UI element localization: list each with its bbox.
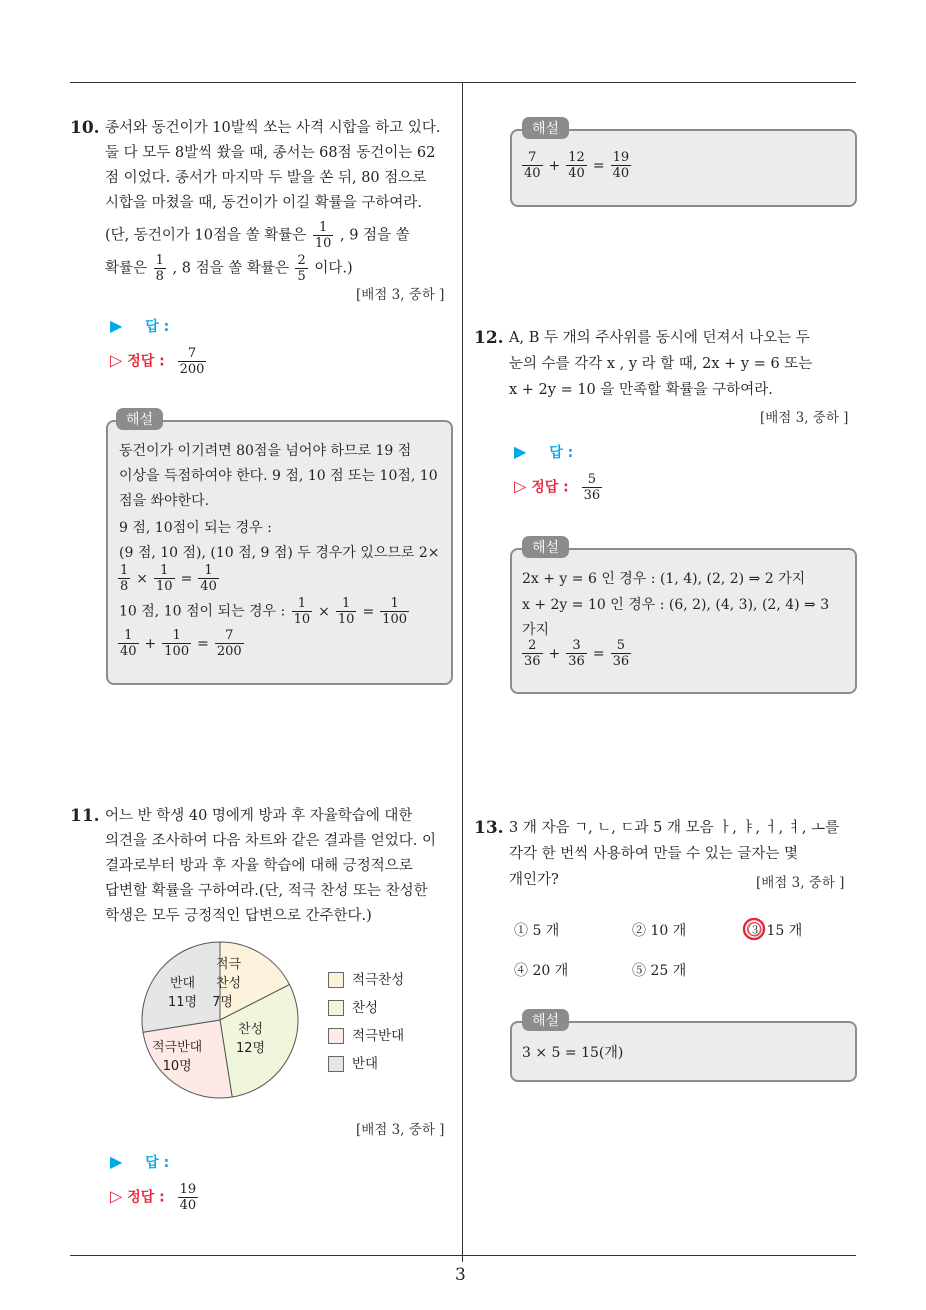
fraction: $\frac{1}{10}$ (293, 596, 311, 627)
fraction: $\frac{1}{40}$ (120, 628, 137, 659)
correct-fraction: $\frac{5}{36}$ (583, 472, 601, 503)
question-11-number: 11. (70, 806, 100, 826)
q12-answer-row (514, 442, 573, 462)
pie-label-count: 11명 (168, 995, 198, 1010)
legend-label: 반대 (352, 1056, 379, 1072)
q10-exp-line-7-text: 10 점, 10 점이 되는 경우 : (119, 603, 286, 620)
q10-exp-line-7: 10 점, 10 점이 되는 경우 : $\frac{1}{10}$ × $\frac{1}{10}$ = $\frac{1}{100}$ (119, 596, 408, 627)
choice-3-label: 15 개 (766, 923, 803, 939)
q11-line-1: 어느 반 학생 40 명에게 방과 후 자율학습에 대한 (105, 808, 413, 824)
q10-exp-line-8: $\frac{1}{40}$ + $\frac{1}{100}$ = $\frac{7}{200}$ (120, 628, 242, 659)
q12-score: [배점 3, 중하 ] (760, 410, 849, 426)
choice-5[interactable]: ⑤ 25 개 (632, 963, 687, 979)
q10-line-5-post: , 9 점을 쏠 (340, 227, 410, 244)
legend-item-chanseong (328, 996, 378, 1016)
legend-swatch (328, 1000, 344, 1016)
correct-label: 정답 : (127, 1189, 165, 1206)
q13-explanation-text: 3 × 5 = 15(개) (522, 1045, 624, 1061)
q10-exp-line-6: $\frac{1}{8}$ × $\frac{1}{10}$ = $\frac{1}{40}$ (120, 563, 217, 594)
answer-label: 답 : (145, 1155, 170, 1171)
question-12-number: 12. (474, 328, 504, 348)
hollow-arrow-icon: ▷ (110, 350, 123, 370)
pie-label-name: 반대 (169, 976, 196, 991)
q11-answer-row (110, 1152, 169, 1172)
fraction: $\frac{7}{40}$ (524, 150, 541, 181)
fraction: $\frac{2}{36}$ (524, 638, 541, 669)
pie-label-line-1: 적극 (216, 957, 242, 972)
q11-line-3: 결과로부터 방과 후 자율 학습에 대해 긍정적으로 (105, 858, 413, 874)
fraction: $\frac{12}{40}$ (568, 150, 585, 181)
bottom-rule (70, 1255, 856, 1256)
fraction: $\frac{1}{10}$ (314, 220, 332, 251)
selected-answer-circle-icon (741, 916, 767, 942)
q10-exp-line-4: 9 점, 10점이 되는 경우 : (119, 520, 272, 536)
pie-label-line-2: 찬성 (216, 976, 242, 991)
pie-label-count: 10명 (162, 1059, 192, 1074)
q10-exp-line-2: 이상을 득점하여야 한다. 9 점, 10 점 또는 10점, 10 (119, 468, 438, 484)
q11-line-2: 의견을 조사하여 다음 차트와 같은 결과를 얻었다. 이 (105, 833, 437, 849)
q10-line-4: 시합을 마쳤을 때, 동건이가 이길 확률을 구하여라. (105, 195, 423, 211)
play-arrow-icon: ▶ (514, 442, 527, 461)
pie-label-bandae (168, 974, 197, 1012)
q10-exp-line-5: (9 점, 10 점), (10 점, 9 점) 두 경우가 있으므로 2× (119, 545, 440, 561)
q12-line-3: x + 2y = 10 을 만족할 확률을 구하여라. (509, 382, 773, 398)
fraction: $\frac{1}{10}$ (156, 563, 173, 594)
choice-2[interactable]: ② 10 개 (632, 923, 687, 939)
fraction: $\frac{1}{8}$ (155, 253, 164, 284)
legend-label: 적극찬성 (352, 972, 405, 988)
pie-label-jeokgeuk-bandae (152, 1038, 202, 1076)
q11-explanation-tab: 해설 (522, 117, 569, 139)
q11-score: [배점 3, 중하 ] (356, 1122, 445, 1138)
q11-correct-row (110, 1182, 200, 1213)
q11-line-4: 답변할 확률을 구하여라.(단, 적극 찬성 또는 찬성한 (105, 883, 428, 899)
pie-label-chanseong (236, 1020, 265, 1058)
fraction: $\frac{3}{36}$ (568, 638, 585, 669)
question-10-number: 10. (70, 118, 100, 138)
q13-line-3: 개인가? (509, 872, 559, 888)
q13-explanation-tab: 해설 (522, 1009, 569, 1031)
fraction: $\frac{1}{10}$ (337, 596, 355, 627)
correct-label: 정답 : (531, 479, 569, 496)
top-rule (70, 82, 856, 83)
q10-explanation-tab: 해설 (116, 408, 163, 430)
pie-label-count: 12명 (236, 1041, 266, 1056)
question-13-number: 13. (474, 818, 504, 838)
q12-explanation-tab: 해설 (522, 536, 569, 558)
q10-line-1: 종서와 동건이가 10발씩 쏘는 사격 시합을 하고 있다. (105, 120, 441, 136)
legend-swatch (328, 1056, 344, 1072)
answer-label: 답 : (145, 319, 170, 335)
q12-exp-line-1: 2x + y = 6 인 경우 : (1, 4), (2, 2) ⇒ 2 가지 (522, 571, 806, 587)
legend-label: 적극반대 (352, 1028, 405, 1044)
pie-label-name: 찬성 (237, 1022, 264, 1037)
fraction: $\frac{1}{40}$ (200, 563, 217, 594)
pie-label-name: 적극반대 (152, 1040, 203, 1055)
correct-fraction: $\frac{7}{200}$ (179, 346, 205, 377)
fraction: $\frac{5}{36}$ (612, 638, 630, 669)
play-arrow-icon: ▶ (110, 316, 123, 335)
q10-line-3: 점 이었다. 종서가 마지막 두 발을 쏜 뒤, 80 점으로 (105, 170, 427, 186)
q11-explanation-equation: $\frac{7}{40}$ + $\frac{12}{40}$ = $\frac{19}{40}$ (524, 150, 630, 181)
q10-line-6-mid: , 8 점을 쏠 확률은 (172, 260, 289, 277)
play-arrow-icon: ▶ (110, 1152, 123, 1171)
q12-exp-line-2: x + 2y = 10 인 경우 : (6, 2), (4, 3), (2, 4) ⇒ 3 (522, 597, 830, 613)
fraction: $\frac{19}{40}$ (612, 150, 630, 181)
choice-1[interactable]: ① 5 개 (514, 923, 560, 939)
q12-exp-line-3: 가지 (522, 622, 550, 638)
hollow-arrow-icon: ▷ (110, 1186, 123, 1206)
q11-line-5: 학생은 모두 긍정적인 답변으로 간주한다.) (105, 908, 372, 924)
legend-item-bandae (328, 1052, 378, 1072)
page-number: 3 (455, 1265, 466, 1285)
q10-line-5-pre: (단, 동건이가 10점을 쏠 확률은 (105, 227, 307, 244)
q10-line-5 (105, 220, 410, 251)
q10-line-6-post: 이다.) (314, 260, 353, 277)
fraction: $\frac{2}{5}$ (297, 253, 306, 284)
q10-line-2: 둘 다 모두 8발씩 쐈을 때, 종서는 68점 동건이는 62 (105, 145, 436, 161)
legend-item-jeokgeuk-bandae (328, 1024, 404, 1044)
q10-exp-line-3: 점을 쏴야한다. (119, 493, 210, 509)
fraction: $\frac{1}{8}$ (120, 563, 129, 594)
hollow-arrow-icon: ▷ (514, 476, 527, 496)
q12-exp-line-4: $\frac{2}{36}$ + $\frac{3}{36}$ = $\frac{5}{36}$ (524, 638, 630, 669)
q12-line-2: 눈의 수를 각각 x , y 라 할 때, 2x + y = 6 또는 (509, 356, 813, 372)
q10-score: [배점 3, 중하 ] (356, 287, 445, 303)
choice-3-marker: ③ (748, 923, 762, 939)
choice-4[interactable]: ④ 20 개 (514, 963, 569, 979)
legend-swatch (328, 972, 344, 988)
q10-correct-row (110, 346, 208, 377)
q12-line-1: A, B 두 개의 주사위를 동시에 던져서 나오는 두 (509, 330, 810, 346)
fraction: $\frac{1}{100}$ (382, 596, 408, 627)
legend-label: 찬성 (352, 1000, 379, 1016)
q10-exp-line-1: 동건이가 이기려면 80점을 넘어야 하므로 19 점 (119, 443, 412, 459)
legend-swatch (328, 1028, 344, 1044)
pie-label-jeokgeuk-chanseong (212, 955, 242, 1012)
fraction: $\frac{7}{200}$ (216, 628, 242, 659)
fraction: $\frac{1}{100}$ (164, 628, 190, 659)
correct-label: 정답 : (127, 353, 165, 370)
pie-label-count: 7명 (212, 995, 233, 1010)
q10-line-6-pre: 확률은 (105, 260, 148, 277)
q12-correct-row (514, 472, 604, 503)
correct-fraction: $\frac{19}{40}$ (179, 1182, 197, 1213)
answer-label: 답 : (549, 445, 574, 461)
q10-line-6 (105, 253, 353, 284)
q10-answer-row (110, 316, 169, 336)
column-divider (462, 82, 463, 1262)
q13-score: [배점 3, 중하 ] (756, 875, 845, 891)
q13-line-1: 3 개 자음 ㄱ, ㄴ, ㄷ과 5 개 모음 ㅏ, ㅑ, ㅓ, ㅕ, ㅗ를 (509, 820, 840, 836)
q13-line-2: 각각 한 번씩 사용하여 만들 수 있는 글자는 몇 (509, 846, 798, 862)
legend-item-jeokgeuk-chanseong (328, 968, 404, 988)
